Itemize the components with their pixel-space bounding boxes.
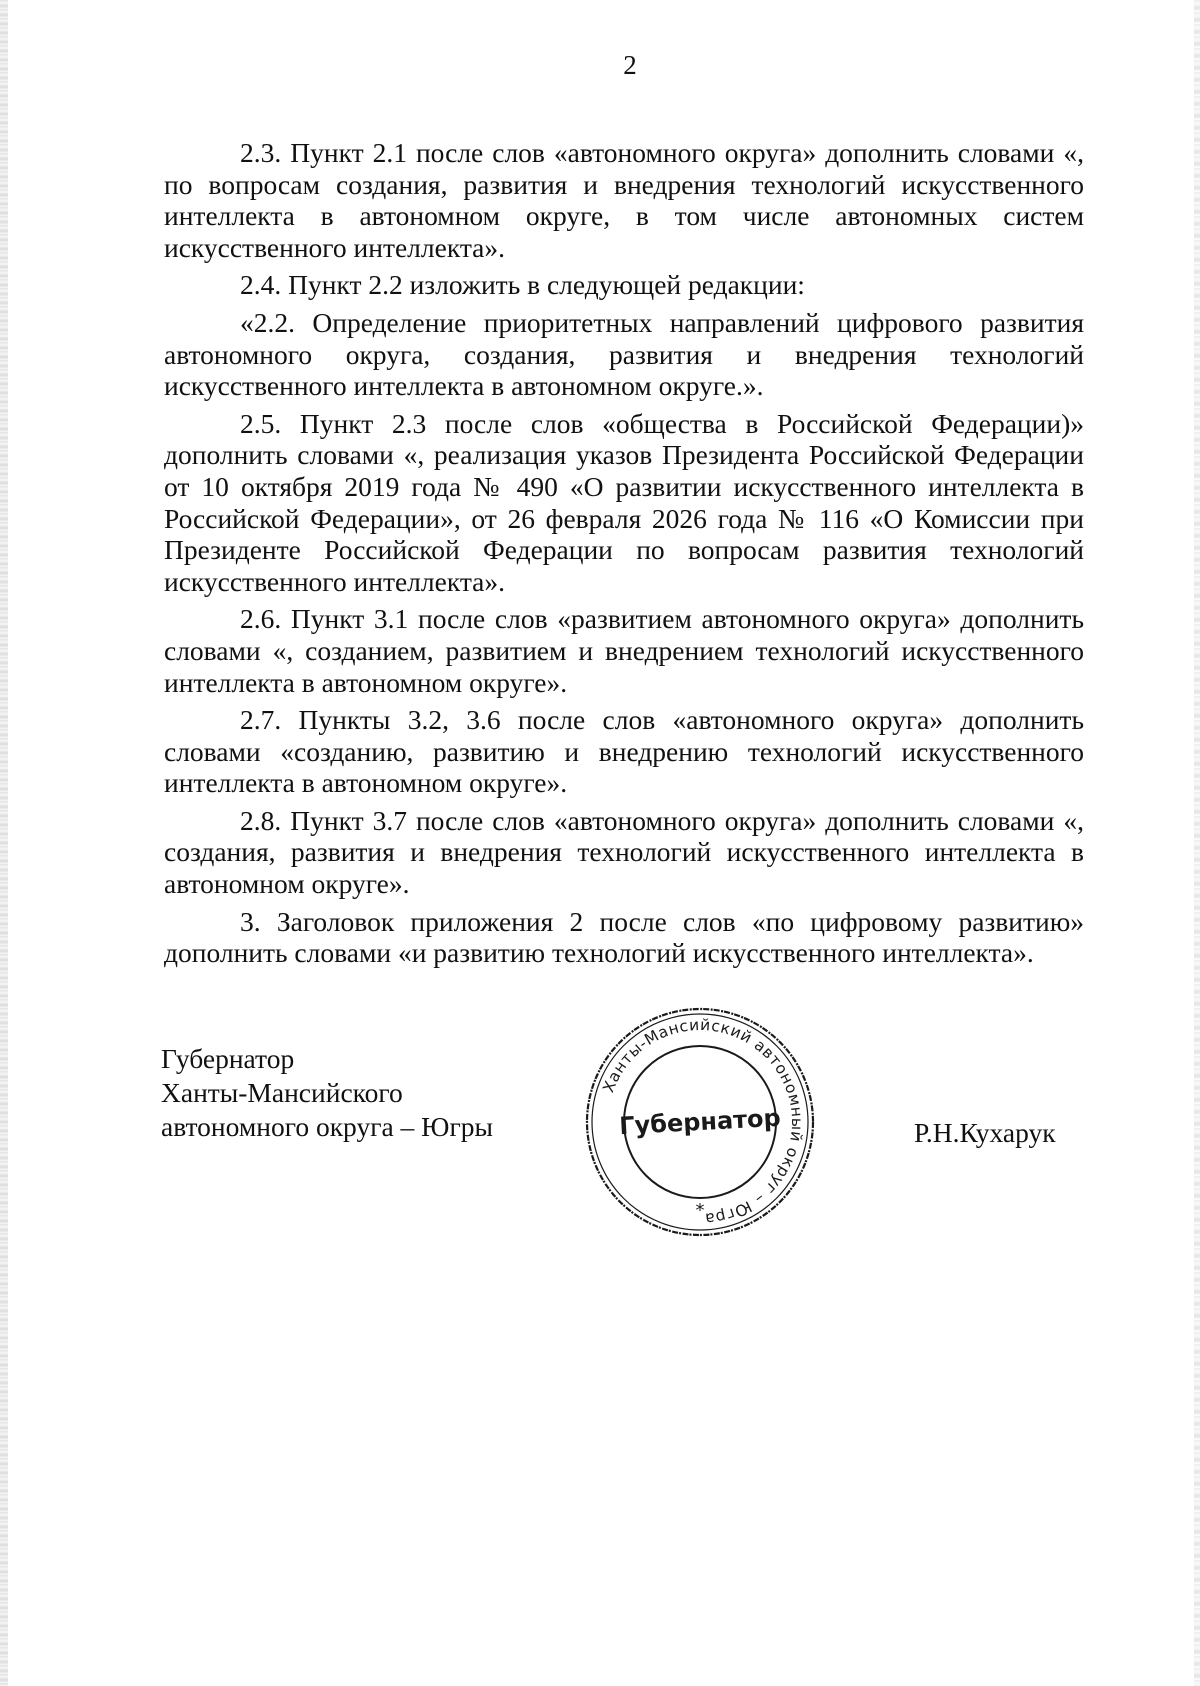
paragraph-2-8: 2.8. Пункт 3.7 после слов «автономного округа» дополнить словами «, создания, развития и внедрения технологий искусственного интеллекта в автономном округе».	[164, 804, 1084, 900]
signatory-name: Р.Н.Кухарук	[914, 1117, 1056, 1148]
signatory-title	[161, 1042, 493, 1144]
paragraph-2-5: 2.5. Пункт 2.3 после слов «общества в Российской Федерации)» дополнить словами «, реализация указов Президента Российской Федерации от 10 октября 2019 года № 490 «О развитии искусственного интеллекта в Российской Федерации», от 26 февраля 2026 года № 116 «О Комиссии при Президенте Российской Федерации по вопросам развития технологий искусственного интеллекта».	[164, 407, 1084, 597]
paragraph-2-2-quote: «2.2. Определение приоритетных направлений цифрового развития автономного округа, создания, развития и внедрения технологий искусственного интеллекта в автономном округе.».	[164, 306, 1084, 402]
scan-edge-right	[1194, 0, 1200, 1686]
paragraph-2-4: 2.4. Пункт 2.2 изложить в следующей редакции:	[240, 269, 805, 301]
signatory-title-line: Ханты-Мансийского	[161, 1077, 403, 1108]
seal-ring-text: Ханты-Мансийский автономный округ – Югра	[599, 1015, 807, 1228]
document-body	[164, 137, 1084, 975]
scan-edge-left	[0, 0, 8, 1686]
paragraph-3: 3. Заголовок приложения 2 после слов «по цифровому развитию» дополнить словами «и развитию технологий искусственного интеллекта».	[164, 905, 1084, 969]
paragraph-2-7: 2.7. Пункты 3.2, 3.6 после слов «автономного округа» дополнить словами «созданию, развитию и внедрению технологий искусственного интеллекта в автономном округе».	[164, 704, 1084, 799]
seal-center-text: Губернатор	[618, 1103, 782, 1141]
paragraph-2-6: 2.6. Пункт 3.1 после слов «развитием автономного округа» дополнить словами «, созданием, развитием и внедрением технологий искусственного интеллекта в автономном округе».	[164, 603, 1084, 698]
seal-star: *	[695, 1200, 705, 1221]
page-number: 2	[623, 50, 637, 80]
paragraph-2-3: 2.3. Пункт 2.1 после слов «автономного округа» дополнить словами «, по вопросам создания, развития и внедрения технологий искусственного интеллекта в автономном округе, в том числе автономных систем искусственного интеллекта».	[164, 137, 1084, 263]
official-seal	[582, 1004, 818, 1240]
signatory-title-line: Губернатор	[161, 1043, 295, 1074]
signatory-title-line: автономного округа – Югры	[161, 1111, 493, 1142]
